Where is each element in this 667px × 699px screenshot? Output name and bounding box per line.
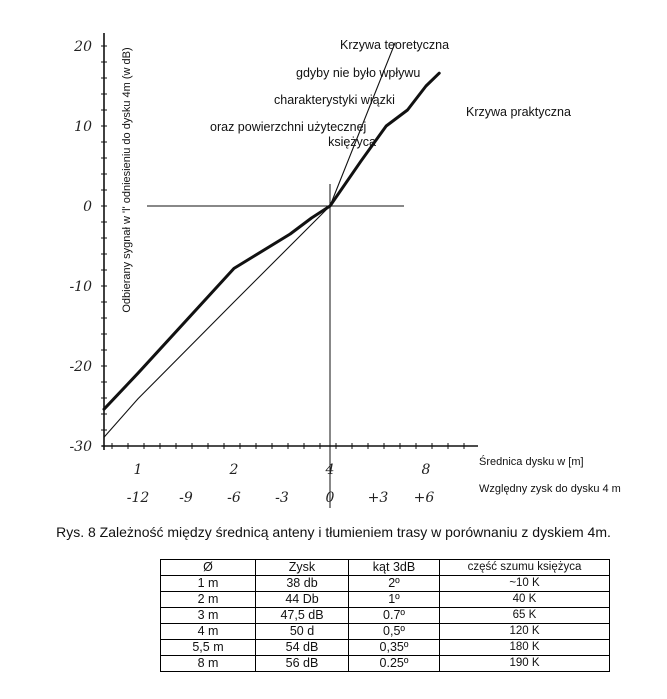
x-tick-label: 2 xyxy=(229,462,239,478)
table-cell: 0.7º xyxy=(349,608,440,624)
table-cell: 47,5 dB xyxy=(256,608,349,624)
table-row xyxy=(161,576,610,592)
y-tick-label: -10 xyxy=(69,279,92,295)
table-cell: 2º xyxy=(349,576,440,592)
y-tick-label: -20 xyxy=(69,359,92,375)
x-tick-label: 4 xyxy=(325,462,335,478)
x2-tick-label: 0 xyxy=(325,490,335,506)
annotation-line-5: księżyca xyxy=(328,135,376,149)
y-tick-label: -30 xyxy=(69,439,92,455)
y-tick-label: 0 xyxy=(83,199,92,215)
x2-axis-label: Względny zysk do dysku 4 m xyxy=(479,483,621,495)
table-row xyxy=(161,608,610,624)
x2-tick-label: -12 xyxy=(126,490,150,506)
x2-tick-label: +3 xyxy=(367,490,389,506)
table-cell: 54 dB xyxy=(256,640,349,656)
annotation-line-3: charakterystyki wiązki xyxy=(274,93,395,107)
annotation-line-2: gdyby nie było wpływu xyxy=(296,66,421,80)
table-cell: 180 K xyxy=(440,640,610,656)
annotation-practical-curve: Krzywa praktyczna xyxy=(466,105,571,119)
table-cell: 3 m xyxy=(161,608,256,624)
table-cell: 120 K xyxy=(440,624,610,640)
figure-caption: Rys. 8 Zależność między średnicą anteny i tłumieniem trasy w porównaniu z dyskiem 4m. xyxy=(56,524,611,540)
table-header-cell: Zysk xyxy=(256,560,349,576)
table-cell: 56 dB xyxy=(256,656,349,672)
table-header-cell: kąt 3dB xyxy=(349,560,440,576)
x-tick-label: 1 xyxy=(133,462,143,478)
annotation-line-4: oraz powierzchni użytecznej xyxy=(210,120,367,134)
x2-tick-label: -3 xyxy=(275,490,289,506)
table-row xyxy=(161,624,610,640)
table-cell: 38 db xyxy=(256,576,349,592)
table-cell: 40 K xyxy=(440,592,610,608)
x2-tick-label: -6 xyxy=(227,490,241,506)
x2-tick-label: -9 xyxy=(179,490,193,506)
x-tick-label: 8 xyxy=(421,462,431,478)
x2-tick-label: +6 xyxy=(413,490,435,506)
table-header-row xyxy=(161,560,610,576)
table-cell: 44 Db xyxy=(256,592,349,608)
table-cell: 2 m xyxy=(161,592,256,608)
y-axis-label: Odbierany sygnał w 'l' odniesieniu do dysku 4m (w dB) xyxy=(121,47,133,313)
table-row xyxy=(161,640,610,656)
table-cell: ~10 K xyxy=(440,576,610,592)
y-tick-label: 10 xyxy=(74,119,92,135)
table-cell: 190 K xyxy=(440,656,610,672)
table-cell: 0,5º xyxy=(349,624,440,640)
table-cell: 8 m xyxy=(161,656,256,672)
table-cell: 0.25º xyxy=(349,656,440,672)
table-cell: 0,35º xyxy=(349,640,440,656)
table-cell: 1 m xyxy=(161,576,256,592)
table-cell: 65 K xyxy=(440,608,610,624)
x-axis-label: Średnica dysku w [m] xyxy=(479,456,584,468)
table-row xyxy=(161,592,610,608)
table-header-cell: Ø xyxy=(161,560,256,576)
table-header-cell: część szumu księżyca xyxy=(440,560,610,576)
table-row xyxy=(161,656,610,672)
annotation-theoretical-curve: Krzywa teoretyczna xyxy=(340,38,450,52)
table-cell: 50 d xyxy=(256,624,349,640)
table-cell: 1º xyxy=(349,592,440,608)
table-cell: 4 m xyxy=(161,624,256,640)
data-table xyxy=(160,559,610,672)
table-cell: 5,5 m xyxy=(161,640,256,656)
y-tick-label: 20 xyxy=(74,39,92,55)
